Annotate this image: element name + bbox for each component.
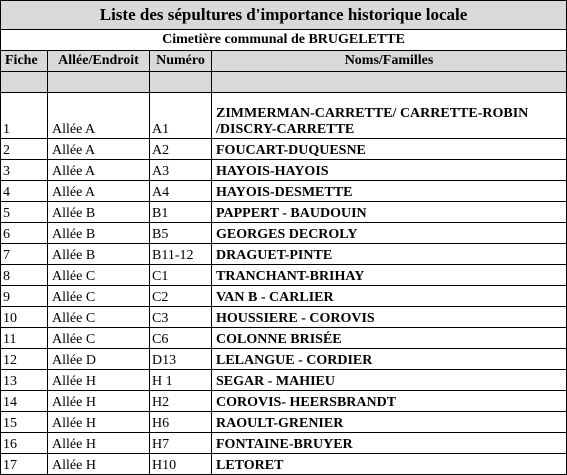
table-row — [1, 223, 567, 244]
numero-cell: B11-12 — [150, 244, 212, 265]
table-row — [1, 454, 567, 475]
numero-cell: H7 — [150, 433, 212, 454]
table-row — [1, 202, 567, 223]
spacer-cell — [150, 72, 212, 93]
fiche-cell: 12 — [1, 349, 48, 370]
numero-cell: H10 — [150, 454, 212, 475]
fiche-cell: 14 — [1, 391, 48, 412]
table-row — [1, 244, 567, 265]
numero-cell: B1 — [150, 202, 212, 223]
noms-cell: COROVIS- HEERSBRANDT — [212, 391, 567, 412]
noms-cell: FONTAINE-BRUYER — [212, 433, 567, 454]
noms-cell: LELANGUE - CORDIER — [212, 349, 567, 370]
table-row — [1, 349, 567, 370]
numero-cell: H2 — [150, 391, 212, 412]
table-row — [1, 391, 567, 412]
table-row — [1, 370, 567, 391]
numero-cell: C2 — [150, 286, 212, 307]
numero-cell: C6 — [150, 328, 212, 349]
table-row — [1, 433, 567, 454]
fiche-cell: 13 — [1, 370, 48, 391]
table-row — [1, 286, 567, 307]
fiche-cell: 4 — [1, 181, 48, 202]
allee-cell: Allée A — [48, 139, 150, 160]
table-title: Liste des sépultures d'importance historique locale — [1, 1, 567, 30]
noms-cell: GEORGES DECROLY — [212, 223, 567, 244]
allee-cell: Allée H — [48, 454, 150, 475]
fiche-cell: 17 — [1, 454, 48, 475]
allee-cell: Allée A — [48, 181, 150, 202]
fiche-cell: 15 — [1, 412, 48, 433]
fiche-cell: 10 — [1, 307, 48, 328]
column-header-noms: Noms/Familles — [212, 51, 567, 72]
numero-cell: H6 — [150, 412, 212, 433]
cemetery-row — [1, 30, 567, 51]
noms-cell: COLONNE BRISÉE — [212, 328, 567, 349]
column-header-numero: Numéro — [150, 51, 212, 72]
noms-line-2: /DISCRY-CARRETTE — [216, 122, 355, 137]
spacer-cell — [1, 72, 48, 93]
numero-cell: D13 — [150, 349, 212, 370]
allee-cell: Allée B — [48, 202, 150, 223]
fiche-cell: 16 — [1, 433, 48, 454]
allee-cell: Allée H — [48, 370, 150, 391]
noms-cell: SEGAR - MAHIEU — [212, 370, 567, 391]
noms-cell: HOUSSIERE - COROVIS — [212, 307, 567, 328]
fiche-cell: 2 — [1, 139, 48, 160]
table-row — [1, 139, 567, 160]
header-row — [1, 51, 567, 72]
numero-cell: A2 — [150, 139, 212, 160]
allee-cell: Allée H — [48, 412, 150, 433]
noms-cell: TRANCHANT-BRIHAY — [212, 265, 567, 286]
numero-cell: A1 — [150, 93, 212, 139]
noms-line-1: ZIMMERMAN-CARRETTE/ CARRETTE-ROBIN — [216, 106, 529, 121]
fiche-cell: 3 — [1, 160, 48, 181]
numero-cell: H 1 — [150, 370, 212, 391]
spacer-cell — [48, 72, 150, 93]
column-header-fiche: Fiche — [1, 51, 48, 72]
noms-cell: FOUCART-DUQUESNE — [212, 139, 567, 160]
table-row — [1, 328, 567, 349]
table-row — [1, 93, 567, 139]
table-row — [1, 412, 567, 433]
numero-cell: B5 — [150, 223, 212, 244]
noms-cell: RAOULT-GRENIER — [212, 412, 567, 433]
spacer-row — [1, 72, 567, 93]
title-row — [1, 1, 567, 30]
column-header-allee: Allée/Endroit — [48, 51, 150, 72]
cemetery-name: Cimetière communal de BRUGELETTE — [1, 30, 567, 51]
numero-cell: A4 — [150, 181, 212, 202]
allee-cell: Allée B — [48, 244, 150, 265]
fiche-cell: 5 — [1, 202, 48, 223]
allee-cell: Allée C — [48, 307, 150, 328]
noms-cell: LETORET — [212, 454, 567, 475]
noms-cell — [212, 93, 567, 139]
allee-cell: Allée C — [48, 286, 150, 307]
noms-cell: PAPPERT - BAUDOUIN — [212, 202, 567, 223]
table-row — [1, 181, 567, 202]
fiche-cell: 8 — [1, 265, 48, 286]
spacer-cell — [212, 72, 567, 93]
noms-cell: HAYOIS-HAYOIS — [212, 160, 567, 181]
allee-cell: Allée B — [48, 223, 150, 244]
fiche-cell: 9 — [1, 286, 48, 307]
fiche-cell: 6 — [1, 223, 48, 244]
fiche-cell: 7 — [1, 244, 48, 265]
table-row — [1, 265, 567, 286]
allee-cell: Allée C — [48, 265, 150, 286]
table-row — [1, 160, 567, 181]
allee-cell: Allée A — [48, 160, 150, 181]
allee-cell: Allée D — [48, 349, 150, 370]
allee-cell: Allée H — [48, 391, 150, 412]
fiche-cell: 11 — [1, 328, 48, 349]
numero-cell: A3 — [150, 160, 212, 181]
fiche-cell: 1 — [1, 93, 48, 139]
allee-cell: Allée A — [48, 93, 150, 139]
allee-cell: Allée H — [48, 433, 150, 454]
noms-cell: VAN B - CARLIER — [212, 286, 567, 307]
numero-cell: C1 — [150, 265, 212, 286]
table-row — [1, 307, 567, 328]
noms-cell: HAYOIS-DESMETTE — [212, 181, 567, 202]
noms-cell: DRAGUET-PINTE — [212, 244, 567, 265]
allee-cell: Allée C — [48, 328, 150, 349]
numero-cell: C3 — [150, 307, 212, 328]
